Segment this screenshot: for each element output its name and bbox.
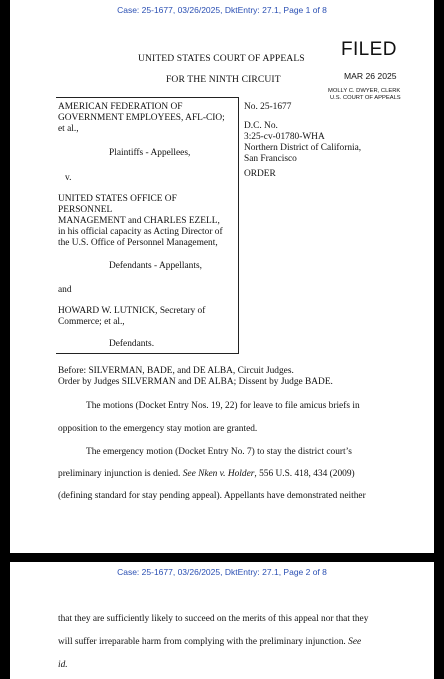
versus: v. [65,173,72,183]
filed-date: MAR 26 2025 [344,71,397,81]
document-type: ORDER [244,169,276,179]
defendant2-role: Defendants. [109,339,155,349]
panel-line: Before: SILVERMAN, BADE, and DE ALBA, Circuit Judges. [58,366,294,376]
page-header: Case: 25-1677, 03/26/2025, DktEntry: 27.1, Page 1 of 8 [117,5,327,15]
document-page-1 [10,0,434,553]
caption-divider [238,97,239,354]
clerk-name: MOLLY C. DWYER, CLERK [328,88,401,94]
order-authors-line: Order by Judges SILVERMAN and DE ALBA; Dissent by Judge BADE. [58,377,333,387]
case-number: No. 25-1677 [244,102,292,112]
plaintiff-role: Plaintiffs - Appellees, [109,148,191,158]
paragraph-line: will suffer irreparable harm from complying with the preliminary injunction. See [58,637,362,647]
paragraph-line: id. [58,660,68,670]
paragraph-line: opposition to the emergency stay motion are granted. [58,424,258,434]
paragraph-line: preliminary injunction is denied. See Nken v. Holder, 556 U.S. 418, 434 (2009) [58,469,355,479]
document-page-2 [10,562,434,679]
caption-bottom-rule [56,353,239,354]
filed-stamp-label: FILED [341,39,397,60]
court-name: UNITED STATES COURT OF APPEALS [138,53,305,64]
paragraph-line: The emergency motion (Docket Entry No. 7) to stay the district court’s [86,447,352,457]
defendant-role: Defendants - Appellants, [109,261,202,271]
caption-top-rule [56,97,239,98]
defendant2-name: HOWARD W. LUTNICK, Secretary of Commerce; et al., [58,306,206,327]
case-citation: See Nken v. Holder [182,469,255,479]
circuit-name: FOR THE NINTH CIRCUIT [166,74,281,85]
and-text: and [58,285,72,295]
page-header: Case: 25-1677, 03/26/2025, DktEntry: 27.1, Page 2 of 8 [117,567,327,577]
paragraph-line: The motions (Docket Entry Nos. 19, 22) for leave to file amicus briefs in [86,401,360,411]
defendant-name: UNITED STATES OFFICE OF PERSONNEL MANAGEMENT and CHARLES EZELL, in his official capacity as Acting Director of the U.S. Office of Personnel Management, [58,194,223,248]
plaintiff-name: AMERICAN FEDERATION OF GOVERNMENT EMPLOYEES, AFL-CIO; et al., [58,102,225,134]
district-court-info: D.C. No. 3:25-cv-01780-WHA Northern District of California, San Francisco [244,121,362,164]
paragraph-line: that they are sufficiently likely to succeed on the merits of this appeal nor that they [58,614,369,624]
clerk-court: U.S. COURT OF APPEALS [330,95,401,101]
paragraph-line: (defining standard for stay pending appeal). Appellants have demonstrated neither [58,491,366,501]
